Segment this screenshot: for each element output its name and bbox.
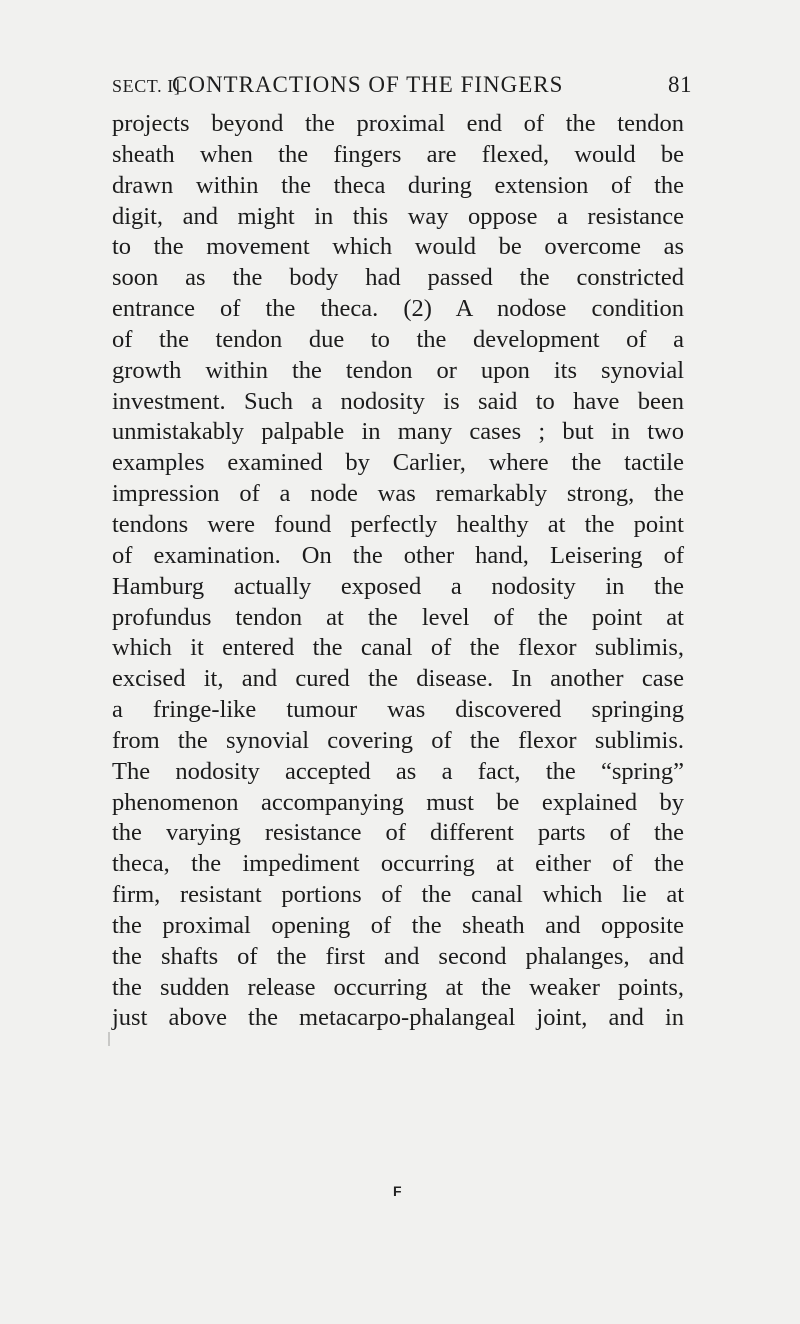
text-line: examples examined by Carlier, where the tactile bbox=[112, 449, 684, 477]
text-line: a fringe-like tumour was discovered springing bbox=[112, 696, 684, 724]
text-line: excised it, and cured the disease. In another case bbox=[112, 665, 684, 693]
text-line: the proximal opening of the sheath and opposite bbox=[112, 911, 684, 939]
signature-mark: F bbox=[393, 1183, 402, 1199]
text-line: from the synovial covering of the flexor sublimis. bbox=[112, 726, 684, 754]
text-line: tendons were found perfectly healthy at the point bbox=[112, 510, 684, 538]
text-line: entrance of the theca. (2) A nodose condition bbox=[112, 295, 684, 323]
text-line: unmistakably palpable in many cases ; but in two bbox=[112, 418, 684, 446]
text-line: of the tendon due to the development of a bbox=[112, 325, 684, 353]
text-line: digit, and might in this way oppose a resistance bbox=[112, 202, 684, 230]
text-line: projects beyond the proximal end of the tendon bbox=[112, 110, 684, 137]
text-line: which it entered the canal of the flexor sublimis, bbox=[112, 634, 684, 662]
text-line: the varying resistance of different parts of the bbox=[112, 819, 684, 847]
text-line: drawn within the theca during extension of the bbox=[112, 171, 684, 199]
text-line: the sudden release occurring at the weaker points, bbox=[112, 973, 684, 1001]
text-line: sheath when the fingers are flexed, would be bbox=[112, 140, 684, 168]
page-number: 81 bbox=[668, 72, 692, 97]
text-line: the shafts of the first and second phalanges, and bbox=[112, 942, 684, 970]
section-label: SECT. I] bbox=[112, 76, 181, 96]
running-head bbox=[112, 72, 692, 100]
text-line: The nodosity accepted as a fact, the “spring” bbox=[112, 757, 684, 785]
text-line: investment. Such a nodosity is said to have been bbox=[112, 387, 684, 415]
text-line: theca, the impediment occurring at either of the bbox=[112, 850, 684, 878]
text-line: growth within the tendon or upon its synovial bbox=[112, 356, 684, 384]
text-line: to the movement which would be overcome as bbox=[112, 233, 684, 261]
text-line: just above the metacarpo-phalangeal joint, and in bbox=[112, 1004, 684, 1032]
text-line: impression of a node was remarkably strong, the bbox=[112, 480, 684, 508]
text-line: firm, resistant portions of the canal which lie at bbox=[112, 881, 684, 909]
chapter-title: CONTRACTIONS OF THE FINGERS bbox=[172, 72, 564, 97]
margin-mark bbox=[108, 1032, 110, 1046]
text-line: Hamburg actually exposed a nodosity in the bbox=[112, 572, 684, 600]
text-line: of examination. On the other hand, Leisering of bbox=[112, 541, 684, 569]
text-line: profundus tendon at the level of the point at bbox=[112, 603, 684, 631]
text-line: phenomenon accompanying must be explained by bbox=[112, 788, 684, 816]
body-text bbox=[112, 109, 684, 1034]
text-line: soon as the body had passed the constricted bbox=[112, 264, 684, 292]
